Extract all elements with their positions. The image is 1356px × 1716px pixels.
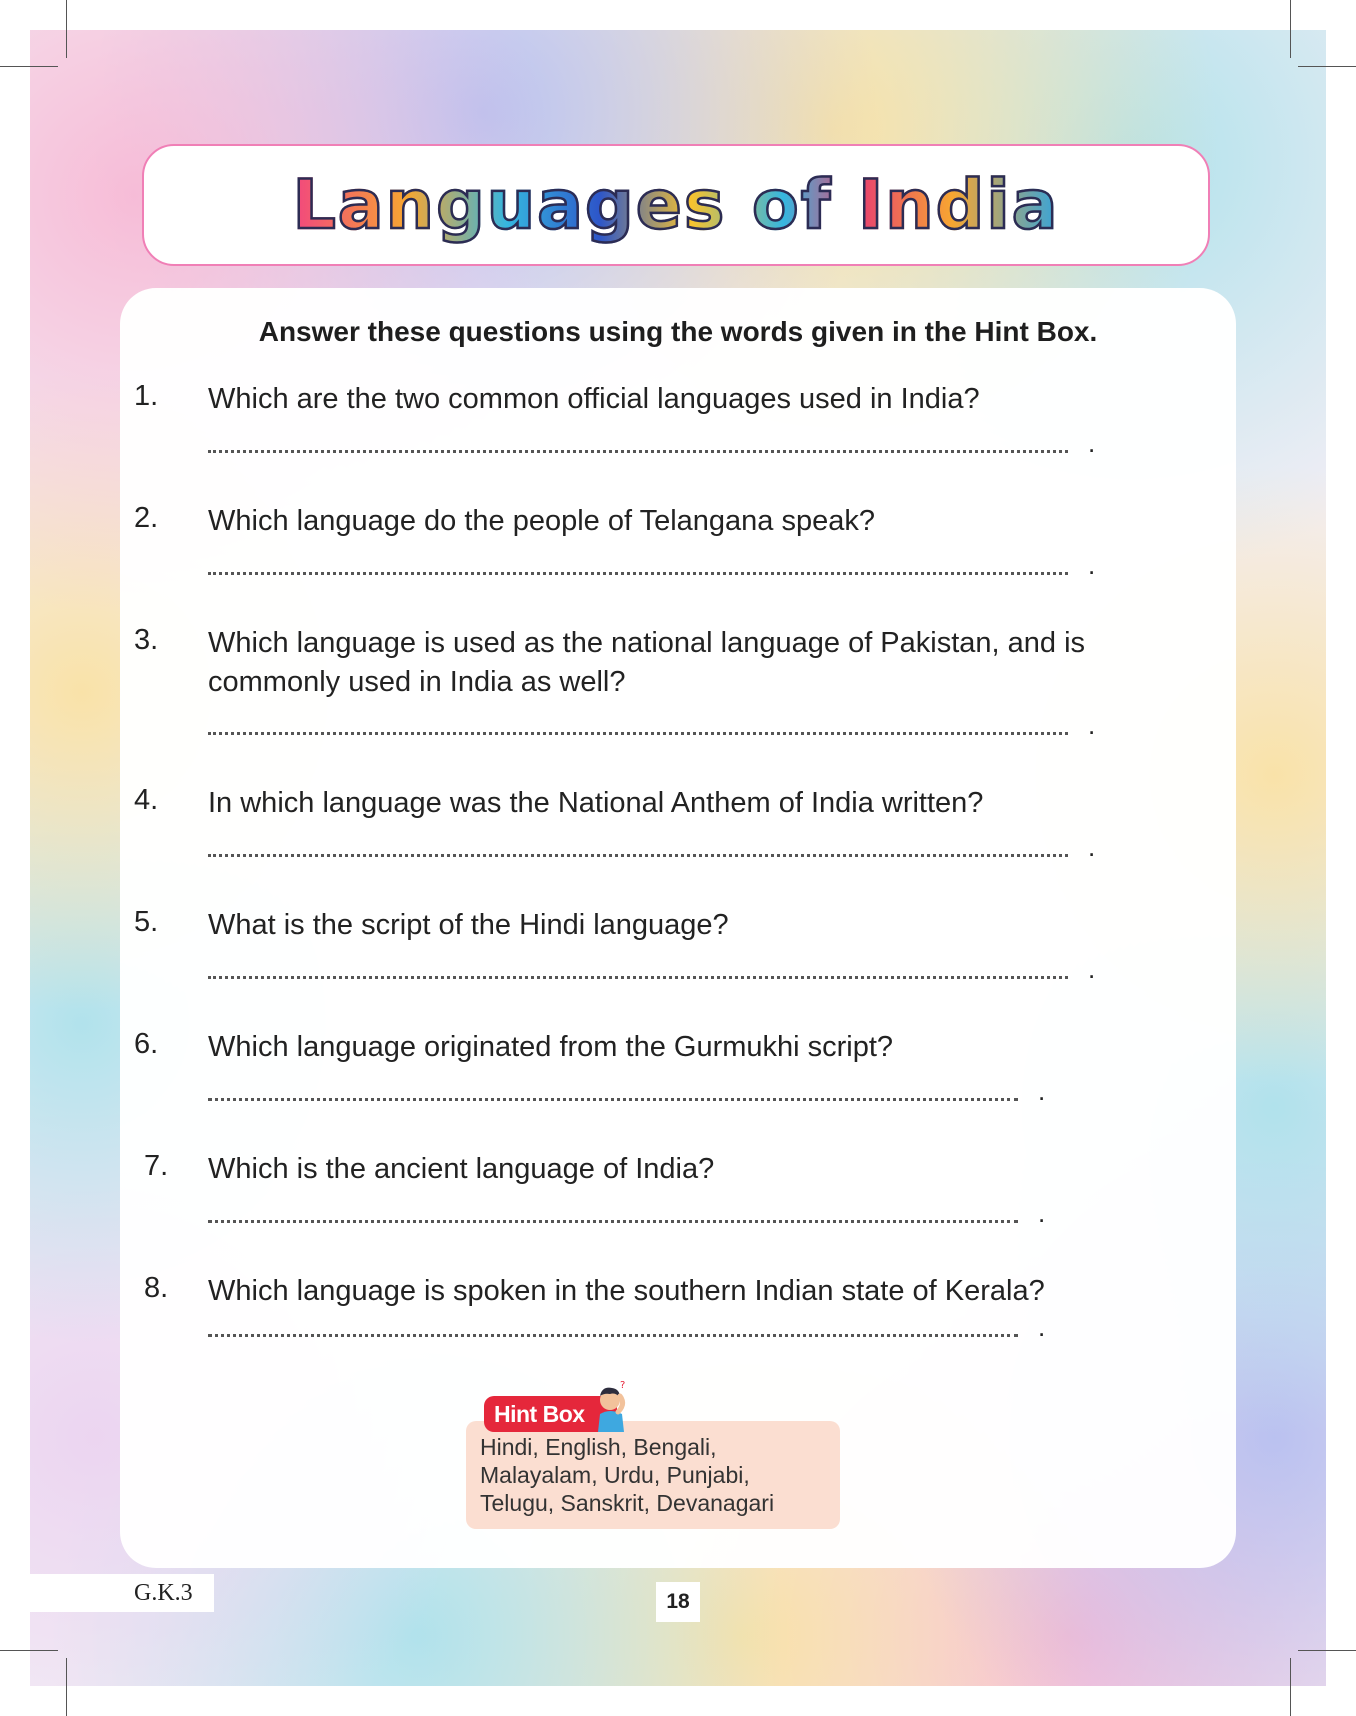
- crop-mark: [66, 0, 67, 58]
- answer-period: .: [1088, 550, 1096, 580]
- question-number: 1.: [134, 380, 159, 412]
- title-banner: [142, 144, 1210, 266]
- answer-period: .: [1038, 1198, 1046, 1228]
- crop-mark: [0, 1650, 58, 1651]
- thinking-kid-icon: [592, 1378, 632, 1432]
- answer-line[interactable]: [208, 448, 1068, 453]
- question-number: 5.: [134, 906, 159, 938]
- answer-line[interactable]: [208, 1218, 1018, 1223]
- question-number: 7.: [144, 1150, 169, 1182]
- answer-period: .: [1038, 1076, 1046, 1106]
- answer-period: .: [1088, 428, 1096, 458]
- page-number: 18: [656, 1582, 700, 1622]
- question-number: 6.: [134, 1028, 159, 1060]
- question-text: Which language originated from the Gurmukhi script?: [208, 1031, 894, 1063]
- hint-line: Telugu, Sanskrit, Devanagari: [480, 1490, 775, 1516]
- answer-line[interactable]: [208, 974, 1068, 979]
- answer-line[interactable]: [208, 852, 1068, 857]
- answer-period: .: [1038, 1312, 1046, 1342]
- instructions: Answer these questions using the words given in the Hint Box.: [258, 316, 1098, 347]
- crop-mark: [66, 1658, 67, 1716]
- answer-line[interactable]: [208, 1332, 1018, 1337]
- question-text: Which are the two common official languages used in India?: [208, 383, 980, 415]
- answer-line[interactable]: [208, 730, 1068, 735]
- crop-mark: [1298, 66, 1356, 67]
- crop-mark: [1298, 1650, 1356, 1651]
- answer-period: .: [1088, 832, 1096, 862]
- crop-mark: [0, 66, 58, 67]
- question-number: 2.: [134, 502, 159, 534]
- hint-line: Malayalam, Urdu, Punjabi,: [480, 1462, 750, 1488]
- hint-line: Hindi, English, Bengali,: [480, 1434, 717, 1460]
- answer-period: .: [1088, 710, 1096, 740]
- question-text: In which language was the National Anthem of India written?: [208, 787, 984, 819]
- svg-text:?: ?: [620, 1380, 626, 1391]
- question-text: Which language is spoken in the southern Indian state of Kerala?: [208, 1275, 1045, 1307]
- crop-mark: [1290, 0, 1291, 58]
- answer-line[interactable]: [208, 570, 1068, 575]
- hint-box-label: Hint Box: [484, 1396, 617, 1432]
- question-text: Which language is used as the national language of Pakistan, and is commonly used in India as well?: [208, 627, 1086, 698]
- question-text: Which language do the people of Telangana speak?: [208, 505, 875, 537]
- page-title: Languages of India: [292, 165, 1060, 245]
- crop-mark: [1290, 1658, 1291, 1716]
- answer-line[interactable]: [208, 1096, 1018, 1101]
- question-number: 4.: [134, 784, 159, 816]
- question-number: 8.: [144, 1272, 169, 1304]
- worksheet-panel: [120, 288, 1236, 1568]
- question-text: What is the script of the Hindi language?: [208, 909, 729, 941]
- answer-period: .: [1088, 954, 1096, 984]
- book-code: G.K.3: [30, 1574, 214, 1612]
- question-number: 3.: [134, 624, 159, 656]
- hint-box: [466, 1421, 840, 1529]
- question-text: Which is the ancient language of India?: [208, 1153, 715, 1185]
